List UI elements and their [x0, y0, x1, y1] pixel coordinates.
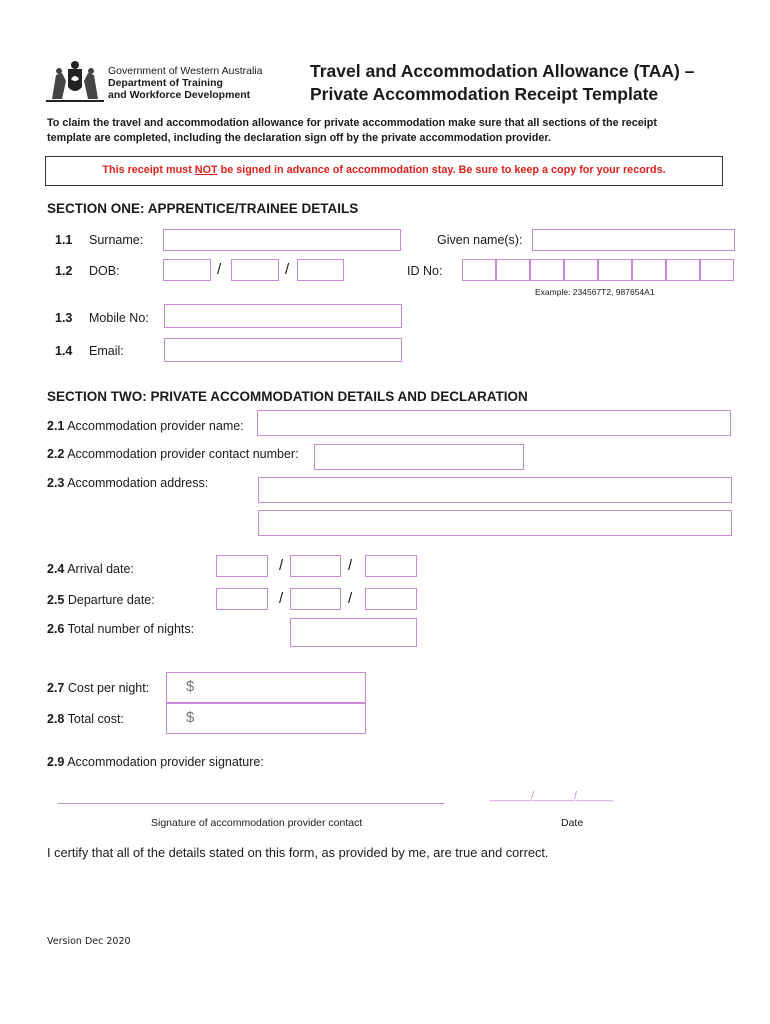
id-example: Example: 234567T2, 987654A1 [535, 287, 655, 297]
warning-box [45, 156, 723, 186]
surname-field[interactable] [163, 229, 401, 251]
dob-year-field[interactable] [297, 259, 344, 281]
given-name-label: Given name(s): [437, 233, 523, 247]
provider-name-text: Accommodation provider name: [67, 419, 244, 433]
dob-separator-1: / [217, 261, 222, 278]
dob-day-field[interactable] [163, 259, 211, 281]
warning-emphasis: NOT [194, 164, 218, 176]
total-cost-text: Total cost: [67, 712, 124, 726]
email-number: 1.4 [55, 344, 73, 358]
contact-number-number: 2.2 [47, 447, 65, 461]
address-number: 2.3 [47, 476, 65, 490]
email-label: Email: [89, 344, 124, 358]
total-cost-label [47, 712, 124, 726]
arrival-separator-2: / [348, 557, 353, 574]
provider-name-number: 2.1 [47, 419, 65, 433]
id-char-6[interactable] [632, 259, 666, 281]
contact-number-text: Accommodation provider contact number: [67, 447, 299, 461]
provider-signature-number: 2.9 [47, 755, 65, 769]
nights-label [47, 622, 194, 636]
id-char-4[interactable] [564, 259, 598, 281]
signature-caption: Signature of accommodation provider contact [151, 817, 363, 829]
nights-field[interactable] [290, 618, 417, 647]
address-line-1-field[interactable] [258, 477, 732, 503]
nights-number: 2.6 [47, 622, 65, 636]
date-line[interactable]: ________/________/_______ [490, 790, 612, 802]
surname-number: 1.1 [55, 233, 73, 247]
arrival-date-label [47, 562, 134, 576]
total-cost-field[interactable] [166, 703, 366, 734]
provider-name-field[interactable] [257, 410, 731, 436]
provider-name-label [47, 419, 244, 433]
id-char-3[interactable] [530, 259, 564, 281]
id-char-2[interactable] [496, 259, 530, 281]
address-label [47, 476, 208, 490]
dob-number: 1.2 [55, 264, 73, 278]
warning-text-post: be signed in advance of accommodation stay. Be sure to keep a copy for your records. [217, 164, 666, 176]
org-line-1: Government of Western Australia [108, 65, 263, 77]
mobile-field[interactable] [164, 304, 402, 328]
email-field[interactable] [164, 338, 402, 362]
page-title [310, 60, 694, 106]
address-line-2-field[interactable] [258, 510, 732, 536]
mobile-number: 1.3 [55, 311, 73, 325]
total-cost-number: 2.8 [47, 712, 65, 726]
given-name-field[interactable] [532, 229, 735, 251]
address-text: Accommodation address: [67, 476, 209, 490]
cost-per-night-text: Cost per night: [67, 681, 150, 695]
arrival-year-field[interactable] [365, 555, 417, 577]
cost-per-night-field[interactable] [166, 672, 366, 703]
org-line-3: and Workforce Development [108, 89, 251, 101]
certify-statement: I certify that all of the details stated on this form, as provided by me, are true and correct. [47, 845, 549, 860]
coat-of-arms-icon [46, 59, 104, 103]
arrival-separator-1: / [279, 557, 284, 574]
section-one-title: SECTION ONE: APPRENTICE/TRAINEE DETAILS [47, 201, 359, 216]
signature-line[interactable] [58, 803, 444, 804]
cost-per-night-label [47, 681, 149, 695]
arrival-day-field[interactable] [216, 555, 268, 577]
date-caption: Date [561, 817, 584, 829]
departure-separator-1: / [279, 590, 284, 607]
dob-month-field[interactable] [231, 259, 279, 281]
departure-date-number: 2.5 [47, 593, 65, 607]
departure-date-text: Departure date: [67, 593, 155, 607]
id-label: ID No: [407, 264, 443, 278]
cost-per-night-currency: $ [186, 678, 195, 695]
arrival-date-text: Arrival date: [67, 562, 134, 576]
departure-month-field[interactable] [290, 588, 341, 610]
title-line-2: Private Accommodation Receipt Template [310, 84, 659, 104]
id-char-7[interactable] [666, 259, 700, 281]
dob-separator-2: / [285, 261, 290, 278]
warning-text-pre: This receipt must [102, 164, 195, 176]
org-name [108, 65, 262, 101]
surname-label: Surname: [89, 233, 144, 247]
contact-number-field[interactable] [314, 444, 524, 470]
total-cost-currency: $ [186, 709, 195, 726]
provider-signature-text: Accommodation provider signature: [67, 755, 264, 769]
id-char-1[interactable] [462, 259, 496, 281]
logo [46, 59, 104, 103]
title-line-1: Travel and Accommodation Allowance (TAA) – [310, 61, 695, 81]
id-char-8[interactable] [700, 259, 734, 281]
arrival-date-number: 2.4 [47, 562, 65, 576]
nights-text: Total number of nights: [67, 622, 195, 636]
mobile-label: Mobile No: [89, 311, 149, 325]
intro-text [47, 116, 657, 146]
id-char-5[interactable] [598, 259, 632, 281]
departure-date-label [47, 593, 155, 607]
intro-line-1: To claim the travel and accommodation allowance for private accommodation make sure that all sections of the receipt [47, 117, 657, 129]
section-two-title: SECTION TWO: PRIVATE ACCOMMODATION DETAILS AND DECLARATION [47, 389, 528, 404]
intro-line-2: template are completed, including the declaration sign off by the private accommodation provider. [47, 132, 551, 144]
arrival-month-field[interactable] [290, 555, 341, 577]
contact-number-label [47, 447, 299, 461]
org-line-2: Department of Training [108, 77, 223, 89]
provider-signature-label [47, 755, 264, 769]
departure-year-field[interactable] [365, 588, 417, 610]
version-label: Version Dec 2020 [47, 936, 131, 947]
dob-label: DOB: [89, 264, 120, 278]
cost-per-night-number: 2.7 [47, 681, 65, 695]
departure-separator-2: / [348, 590, 353, 607]
departure-day-field[interactable] [216, 588, 268, 610]
